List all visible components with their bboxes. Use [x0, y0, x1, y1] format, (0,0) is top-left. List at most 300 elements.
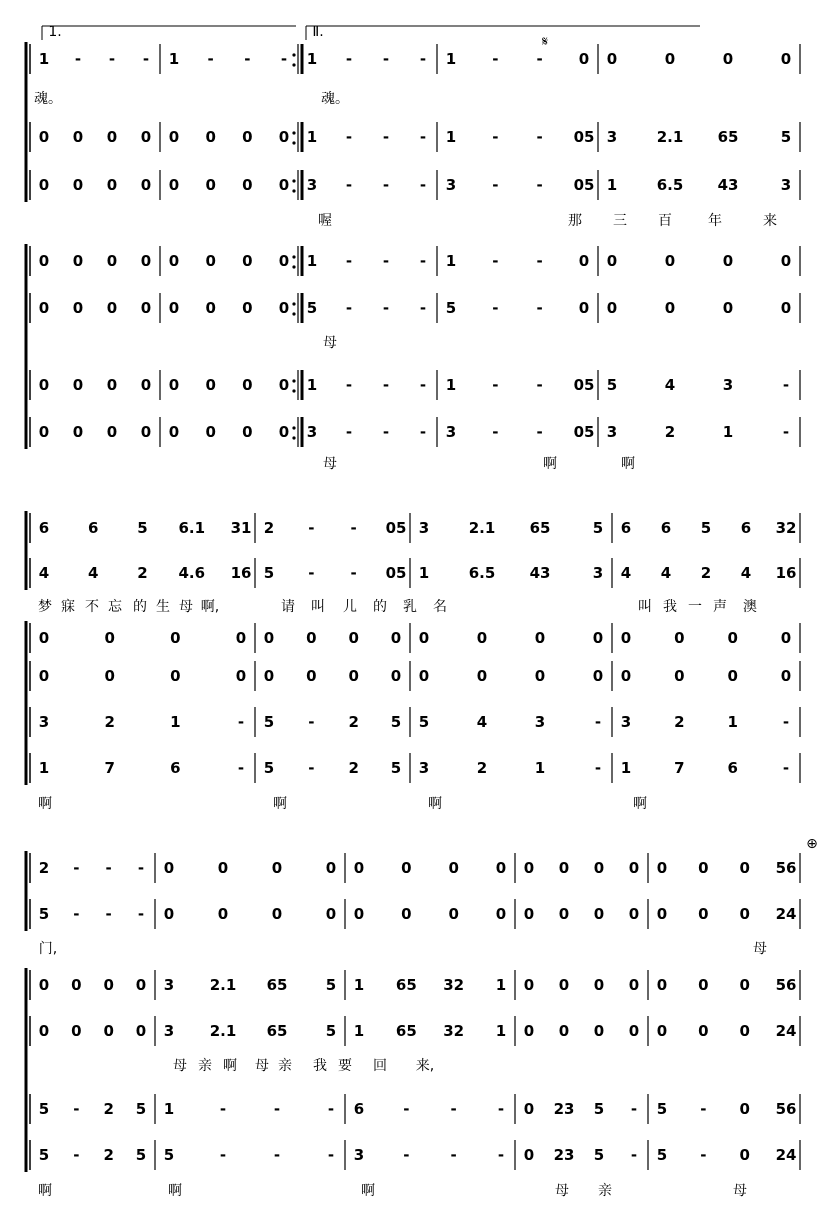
jianpu-note: 0 [353, 859, 365, 877]
jianpu-note: 5 [593, 1100, 605, 1118]
jianpu-note: 0 [664, 299, 676, 317]
jianpu-note: 3 [163, 976, 175, 994]
jianpu-note: 0 [558, 976, 570, 994]
jianpu-note: 0 [140, 176, 152, 194]
jianpu-note: - [492, 423, 499, 441]
jianpu-note: 0 [106, 176, 118, 194]
jianpu-note: 5 [325, 976, 337, 994]
jianpu-note: - [536, 50, 543, 68]
jianpu-note: 0 [168, 423, 180, 441]
jianpu-note: 4 [88, 564, 99, 582]
jianpu-note: 0 [278, 299, 290, 317]
jianpu-note: 0 [593, 976, 605, 994]
jianpu-note: 0 [140, 376, 152, 394]
jianpu-note: 0 [739, 859, 750, 877]
jianpu-note: 31 [230, 519, 252, 537]
jianpu-note: - [345, 423, 353, 441]
jianpu-note: - [382, 128, 390, 146]
jianpu-note: - [350, 564, 357, 582]
jianpu-note: - [419, 423, 427, 441]
jianpu-note: 0 [592, 629, 604, 647]
jianpu-note: 0 [523, 1100, 535, 1118]
jianpu-note: 24 [775, 1146, 797, 1164]
jianpu-note: 5 [137, 519, 148, 537]
jianpu-note: 0 [205, 376, 216, 394]
lyric-syllable: 的 [133, 599, 147, 615]
jianpu-note: 0 [106, 128, 118, 146]
jianpu-note: 0 [168, 376, 180, 394]
jianpu-note: 0 [722, 50, 734, 68]
jianpu-note: 05 [385, 564, 407, 582]
jianpu-note: 0 [217, 859, 229, 877]
jianpu-note: 0 [656, 976, 668, 994]
jianpu-note: 0 [163, 859, 175, 877]
jianpu-note: 16 [775, 564, 797, 582]
jianpu-note: 0 [592, 667, 604, 685]
repeat-dot [292, 426, 295, 429]
jianpu-note: 0 [390, 629, 402, 647]
jianpu-note: 0 [698, 859, 709, 877]
jianpu-note: 1 [445, 376, 457, 394]
jianpu-note: - [219, 1100, 227, 1118]
jianpu-note: 0 [38, 176, 50, 194]
jianpu-note: 0 [38, 976, 50, 994]
volta-second-label: Ⅱ. [312, 24, 324, 40]
jianpu-note: 0 [278, 252, 290, 270]
jianpu-note: 0 [780, 252, 792, 270]
jianpu-note: 0 [106, 376, 118, 394]
lyric-syllable: 魂。 [34, 91, 62, 107]
jianpu-note: - [108, 50, 116, 68]
jianpu-note: 2 [137, 564, 148, 582]
lyric-syllable: 我 [663, 599, 677, 615]
jianpu-note: 2 [38, 859, 50, 877]
jianpu-note: - [137, 905, 145, 923]
jianpu-note: 0 [38, 423, 50, 441]
jianpu-note: 5 [163, 1146, 175, 1164]
repeat-dot [292, 436, 295, 439]
jianpu-note: - [308, 759, 315, 777]
jianpu-note: - [137, 859, 145, 877]
jianpu-note: 0 [656, 1022, 668, 1040]
jianpu-note: 3 [592, 564, 604, 582]
jianpu-note: 3 [534, 713, 546, 731]
jianpu-note: 0 [739, 905, 750, 923]
repeat-dot [292, 189, 295, 192]
lyric-syllable: 亲 [198, 1058, 212, 1074]
repeat-dot [292, 302, 295, 305]
jianpu-note: - [273, 1100, 281, 1118]
jianpu-note: 0 [628, 1022, 640, 1040]
jianpu-note: - [419, 299, 427, 317]
jianpu-note: 0 [722, 252, 734, 270]
jianpu-note: 1 [38, 50, 50, 68]
jianpu-note: - [419, 128, 427, 146]
lyric-syllable: 母 [753, 941, 767, 957]
jianpu-note: 1 [163, 1100, 175, 1118]
lyric-syllable: 啊 [543, 456, 557, 472]
jianpu-note: 6.5 [656, 176, 684, 194]
jianpu-note: 0 [205, 176, 216, 194]
jianpu-note: - [308, 713, 315, 731]
jianpu-note: - [237, 713, 245, 731]
jianpu-note: 0 [780, 667, 792, 685]
jianpu-note: 0 [727, 667, 738, 685]
jianpu-note: - [419, 252, 427, 270]
jianpu-note: - [382, 50, 390, 68]
jianpu-note: - [630, 1146, 638, 1164]
jianpu-note: - [492, 50, 499, 68]
jianpu-note: - [419, 376, 427, 394]
jianpu-note: - [207, 50, 214, 68]
jianpu-note: 0 [578, 299, 590, 317]
jianpu-note: 1 [727, 713, 738, 731]
jianpu-note: - [105, 905, 112, 923]
jianpu-note: 6 [620, 519, 632, 537]
lyric-syllable: 回 [373, 1058, 387, 1074]
jianpu-note: 0 [448, 859, 459, 877]
jianpu-note: 0 [163, 905, 175, 923]
jianpu-note: 5 [390, 713, 402, 731]
jianpu-note: 5 [700, 519, 712, 537]
jianpu-note: 65 [395, 976, 417, 994]
jianpu-note: 0 [401, 905, 412, 923]
jianpu-note: 0 [271, 859, 283, 877]
jianpu-note: 0 [348, 667, 359, 685]
jianpu-note: 56 [775, 1100, 797, 1118]
jianpu-note: 4 [664, 376, 676, 394]
jianpu-note: - [105, 859, 112, 877]
jianpu-note: - [782, 376, 790, 394]
jianpu-note: 0 [558, 1022, 570, 1040]
jianpu-note: 65 [717, 128, 739, 146]
jianpu-note: 2 [348, 713, 359, 731]
jianpu-note: 0 [523, 976, 535, 994]
jianpu-note: - [594, 759, 602, 777]
jianpu-note: 0 [263, 629, 275, 647]
jianpu-note: 5 [606, 376, 618, 394]
jianpu-note: 0 [235, 629, 247, 647]
jianpu-note: 1 [306, 50, 318, 68]
jianpu-note: 0 [578, 50, 590, 68]
lyric-syllable: 一 [688, 599, 702, 615]
jianpu-note: 2.1 [209, 1022, 237, 1040]
jianpu-note: - [782, 759, 790, 777]
lyric-syllable: 要 [338, 1058, 352, 1074]
jianpu-note: 5 [38, 905, 50, 923]
jianpu-note: - [403, 1100, 410, 1118]
jianpu-note: 0 [168, 128, 180, 146]
lyric-syllable: 母 [173, 1058, 187, 1074]
lyric-syllable: 母 [323, 456, 337, 472]
lyric-syllable: 啊 [38, 1183, 52, 1199]
jianpu-note: - [419, 50, 427, 68]
jianpu-note: 1 [306, 376, 318, 394]
jianpu-note: 6 [38, 519, 50, 537]
jianpu-note: 0 [656, 859, 668, 877]
jianpu-note: 6 [353, 1100, 365, 1118]
lyric-syllable: 的 [373, 599, 387, 615]
jianpu-note: 0 [103, 1022, 114, 1040]
jianpu-note: - [382, 299, 390, 317]
jianpu-note: 0 [170, 629, 181, 647]
jianpu-note: 0 [72, 176, 84, 194]
jianpu-note: - [492, 176, 499, 194]
jianpu-note: 0 [72, 299, 84, 317]
lyric-syllable: 来, [415, 1058, 435, 1074]
jianpu-note: 0 [780, 299, 792, 317]
jianpu-note: 0 [140, 128, 152, 146]
jianpu-note: 0 [306, 629, 317, 647]
jianpu-note: 0 [727, 629, 738, 647]
jianpu-note: 0 [170, 667, 181, 685]
jianpu-note: 5 [390, 759, 402, 777]
jianpu-note: - [345, 252, 353, 270]
jianpu-note: 23 [553, 1100, 575, 1118]
jianpu-note: - [382, 376, 390, 394]
jianpu-note: - [782, 713, 790, 731]
jianpu-note: 05 [573, 423, 595, 441]
jianpu-note: 0 [242, 128, 253, 146]
jianpu-note: 5 [135, 1146, 147, 1164]
jianpu-note: 1 [445, 252, 457, 270]
jianpu-note: - [382, 423, 390, 441]
jianpu-note: 3 [418, 519, 430, 537]
lyric-syllable: 梦 [38, 599, 52, 615]
jianpu-note: 0 [558, 905, 570, 923]
jianpu-note: 24 [775, 905, 797, 923]
jianpu-note: 0 [242, 423, 253, 441]
jianpu-note: - [244, 50, 251, 68]
jianpu-note: 32 [443, 1022, 465, 1040]
jianpu-note: - [73, 1100, 80, 1118]
jianpu-note: - [700, 1146, 707, 1164]
jianpu-note: 1 [534, 759, 546, 777]
jianpu-note: 0 [325, 905, 337, 923]
jianpu-note: 0 [448, 905, 459, 923]
jianpu-note: 1 [620, 759, 632, 777]
jianpu-note: 5 [38, 1100, 50, 1118]
jianpu-note: 0 [495, 905, 507, 923]
lyric-syllable: 母 [323, 335, 337, 351]
jianpu-note: 1 [495, 976, 507, 994]
jianpu-note: - [594, 713, 602, 731]
jianpu-note: 4 [38, 564, 50, 582]
jianpu-note: 5 [263, 564, 275, 582]
jianpu-note: 5 [656, 1146, 668, 1164]
jianpu-note: 0 [278, 176, 290, 194]
lyric-syllable: 来 [763, 213, 777, 229]
jianpu-note: 0 [325, 859, 337, 877]
jianpu-note: - [345, 50, 353, 68]
jianpu-note: 0 [242, 252, 253, 270]
jianpu-note: 0 [205, 299, 216, 317]
jianpu-note: - [782, 423, 790, 441]
jianpu-note: 0 [390, 667, 402, 685]
jianpu-note: 4 [740, 564, 752, 582]
jianpu-note: 0 [72, 376, 84, 394]
jianpu-note: - [327, 1146, 335, 1164]
jianpu-note: 0 [401, 859, 412, 877]
jianpu-note: - [73, 905, 80, 923]
jianpu-note: 0 [140, 299, 152, 317]
jianpu-note: 56 [775, 976, 797, 994]
jianpu-note: 0 [593, 1022, 605, 1040]
jianpu-note: 0 [104, 629, 115, 647]
jianpu-note: 0 [698, 976, 709, 994]
jianpu-note: - [536, 299, 543, 317]
jianpu-note: 0 [722, 299, 734, 317]
jianpu-note: - [73, 859, 80, 877]
jianpu-note: 1 [445, 50, 457, 68]
jianpu-note: 0 [698, 1022, 709, 1040]
jianpu-note: 3 [620, 713, 632, 731]
jianpu-note: 5 [38, 1146, 50, 1164]
jianpu-note: 0 [38, 299, 50, 317]
jianpu-note: 0 [205, 128, 216, 146]
jianpu-note: 0 [558, 859, 570, 877]
jianpu-note: 4.6 [178, 564, 206, 582]
jianpu-note: 0 [664, 252, 676, 270]
jianpu-note: 0 [739, 976, 750, 994]
jianpu-note: 3 [38, 713, 50, 731]
lyric-syllable: 乳 [403, 599, 417, 615]
jianpu-note: 0 [698, 905, 709, 923]
jianpu-note: 2 [476, 759, 488, 777]
repeat-dot [292, 265, 295, 268]
jianpu-note: 0 [628, 859, 640, 877]
jianpu-note: - [492, 299, 499, 317]
lyric-syllable: 啊 [361, 1183, 375, 1199]
jianpu-note: 2 [103, 1100, 114, 1118]
lyric-syllable: 叫 [311, 599, 325, 615]
jianpu-note: 0 [418, 629, 430, 647]
repeat-dot [292, 141, 295, 144]
jianpu-note: 1 [170, 713, 181, 731]
jianpu-note: 3 [353, 1146, 365, 1164]
jianpu-note: 0 [606, 299, 618, 317]
jianpu-note: 3 [722, 376, 734, 394]
jianpu-note: 6 [88, 519, 99, 537]
jianpu-note: 0 [135, 1022, 147, 1040]
jianpu-note: 5 [306, 299, 318, 317]
jianpu-note: 0 [620, 667, 632, 685]
segno-sign: 𝄋 [541, 34, 549, 50]
jianpu-note: - [700, 1100, 707, 1118]
jianpu-note: 65 [395, 1022, 417, 1040]
jianpu-note: 1 [418, 564, 430, 582]
jianpu-note: 24 [775, 1022, 797, 1040]
jianpu-note: 0 [780, 50, 792, 68]
lyric-syllable: 忘 [108, 599, 122, 615]
jianpu-note: 0 [38, 629, 50, 647]
jianpu-note: - [492, 252, 499, 270]
jianpu-note: 2 [674, 713, 685, 731]
jianpu-note: 2.1 [209, 976, 237, 994]
jianpu-note: 0 [168, 252, 180, 270]
jianpu-note: 0 [739, 1146, 750, 1164]
repeat-dot [292, 389, 295, 392]
repeat-dot [292, 53, 295, 56]
jianpu-note: 0 [418, 667, 430, 685]
lyric-syllable: 声 [713, 599, 727, 615]
jianpu-note: - [308, 564, 315, 582]
jianpu-note: - [327, 1100, 335, 1118]
lyric-syllable: 儿 [343, 599, 357, 615]
jianpu-note: 0 [38, 376, 50, 394]
lyric-syllable: 门, [38, 941, 58, 957]
jianpu-note: - [350, 519, 357, 537]
lyric-syllable: 母 [555, 1183, 569, 1199]
jianpu-note: 2 [104, 713, 115, 731]
jianpu-note: 0 [106, 252, 118, 270]
lyric-syllable: 不 [85, 599, 99, 615]
jianpu-note: - [536, 252, 543, 270]
jianpu-note: 1 [722, 423, 734, 441]
jianpu-note: 0 [140, 252, 152, 270]
jianpu-note: 0 [348, 629, 359, 647]
jianpu-note: 0 [205, 423, 216, 441]
jianpu-note: 0 [523, 1146, 535, 1164]
jianpu-note: 16 [230, 564, 252, 582]
jianpu-note: 1 [306, 128, 318, 146]
jianpu-note: 5 [325, 1022, 337, 1040]
lyric-syllable: 澳 [743, 599, 757, 615]
jianpu-note: 0 [739, 1022, 750, 1040]
jianpu-note: 0 [242, 299, 253, 317]
lyric-syllable: 啊, [200, 599, 220, 615]
jianpu-note: - [345, 376, 353, 394]
jianpu-note: 05 [573, 128, 595, 146]
jianpu-note: 1 [306, 252, 318, 270]
jianpu-note: 0 [278, 423, 290, 441]
jianpu-note: 0 [476, 629, 488, 647]
lyric-syllable: 喔 [318, 213, 332, 229]
lyric-syllable: 百 [658, 213, 672, 229]
jianpu-note: 3 [306, 176, 318, 194]
jianpu-note: 2 [664, 423, 676, 441]
jianpu-note: 5 [780, 128, 792, 146]
lyric-syllable: 母 [733, 1183, 747, 1199]
jianpu-note: 0 [205, 252, 216, 270]
jianpu-note: 0 [606, 252, 618, 270]
jianpu-note: 5 [592, 519, 604, 537]
jianpu-note: - [74, 50, 82, 68]
coda-sign: ⊕ [806, 836, 818, 852]
lyric-syllable: 我 [313, 1058, 327, 1074]
jianpu-note: 0 [271, 905, 283, 923]
jianpu-note: 5 [135, 1100, 147, 1118]
jianpu-note: 0 [495, 859, 507, 877]
jianpu-note: - [497, 1100, 505, 1118]
jianpu-note: 0 [739, 1100, 750, 1118]
jianpu-note: 5 [263, 759, 275, 777]
jianpu-note: 6 [740, 519, 752, 537]
lyric-syllable: 亲 [278, 1058, 292, 1074]
jianpu-note: 0 [306, 667, 317, 685]
jianpu-note: 0 [106, 299, 118, 317]
jianpu-note: 5 [656, 1100, 668, 1118]
jianpu-note: - [308, 519, 315, 537]
jianpu-note: - [492, 376, 499, 394]
jianpu-note: 0 [168, 176, 180, 194]
jianpu-note: 0 [523, 859, 535, 877]
jianpu-note: 3 [445, 423, 457, 441]
jianpu-note: 0 [620, 629, 632, 647]
jianpu-note: 5 [263, 713, 275, 731]
jianpu-note: 43 [529, 564, 551, 582]
jianpu-note: 2.1 [656, 128, 684, 146]
